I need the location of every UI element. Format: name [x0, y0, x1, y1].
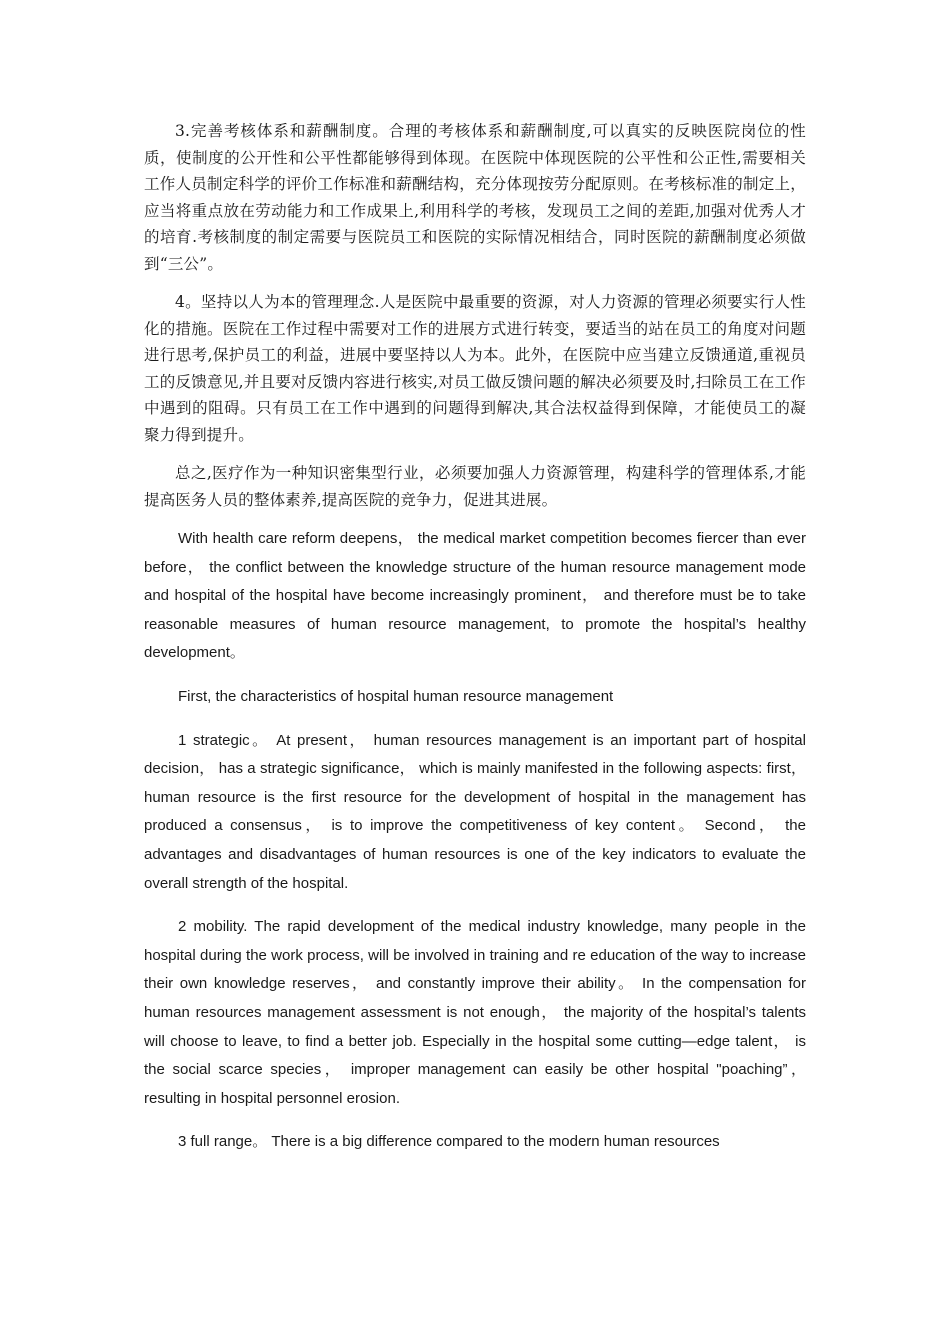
paragraph-en-mobility: 2 mobility. The rapid development of the medical industry knowledge, many people in the hospital during the work process, will be involved in training and re education of the way to increase their own knowledge reserves， and constantly improve their ability。 In the compensation for human resources management assessment is not enough， the majority of the hospital’s talents will choose to leave, to find a better job. Especially in the hospital some cutting—edge talent， is the social scarce species， improper management can easily be other hospital "poaching”， resulting in hospital personnel erosion. [144, 918, 806, 1107]
paragraph-en-section-heading: First, the characteristics of hospital human resource management [178, 687, 614, 705]
paragraph-en-introduction: With health care reform deepens， the medical market competition becomes fiercer than ever before， the conflict between the knowledge structure of the human resource management mode and hospital of the hospital have become increasingly prominent， and therefore must be to take reasonable measures of human resource management, to promote the hospital’s healthy development。 [144, 530, 806, 662]
paragraph-zh-people-oriented: 4。坚持以人为本的管理理念.人是医院中最重要的资源，对人力资源的管理必须要实行人性化的措施。医院在工作过程中需要对工作的进展方式进行转变，要适当的站在员工的角度对问题进行思考,保护员工的利益，进展中要坚持以人为本。此外，在医院中应当建立反馈通道,重视员工的反馈意见,并且要对反馈内容进行核实,对员工做反馈问题的解决必须要及时,扫除员工在工作中遇到的阻碍。只有员工在工作中遇到的问题得到解决,其合法权益得到保障，才能使员工的凝聚力得到提升。 [144, 293, 806, 444]
paragraph-zh-appraisal-salary: 3.完善考核体系和薪酬制度。合理的考核体系和薪酬制度,可以真实的反映医院岗位的性质，使制度的公开性和公平性都能够得到体现。在医院中体现医院的公平性和公正性,需要相关工作人员制定科学的评价工作标准和薪酬结构，充分体现按劳分配原则。在考核标准的制定上，应当将重点放在劳动能力和工作成果上,利用科学的考核，发现员工之间的差距,加强对优秀人才的培育.考核制度的制定需要与医院员工和医院的实际情况相结合，同时医院的薪酬制度必须做到“三公”。 [144, 122, 806, 273]
paragraph-en-strategic: 1 strategic。 At present， human resources management is an important part of hospital decision， has a strategic significance， which is mainly manifested in the following aspects: first， human resource is the first resource for the development of hospital in the management has produced a consensus， is to improve the competitiveness of key content。 Second， the advantages and disadvantages of human resources is one of the key indicators to evaluate the overall strength of the hospital. [144, 731, 806, 892]
document-page [144, 118, 806, 1157]
paragraph-zh-conclusion: 总之,医疗作为一种知识密集型行业，必须要加强人力资源管理，构建科学的管理体系,才能提高医务人员的整体素养,提高医院的竞争力，促进其进展。 [144, 464, 806, 509]
paragraph-en-full-range: 3 full range。 There is a big difference compared to the modern human resources [178, 1133, 720, 1151]
